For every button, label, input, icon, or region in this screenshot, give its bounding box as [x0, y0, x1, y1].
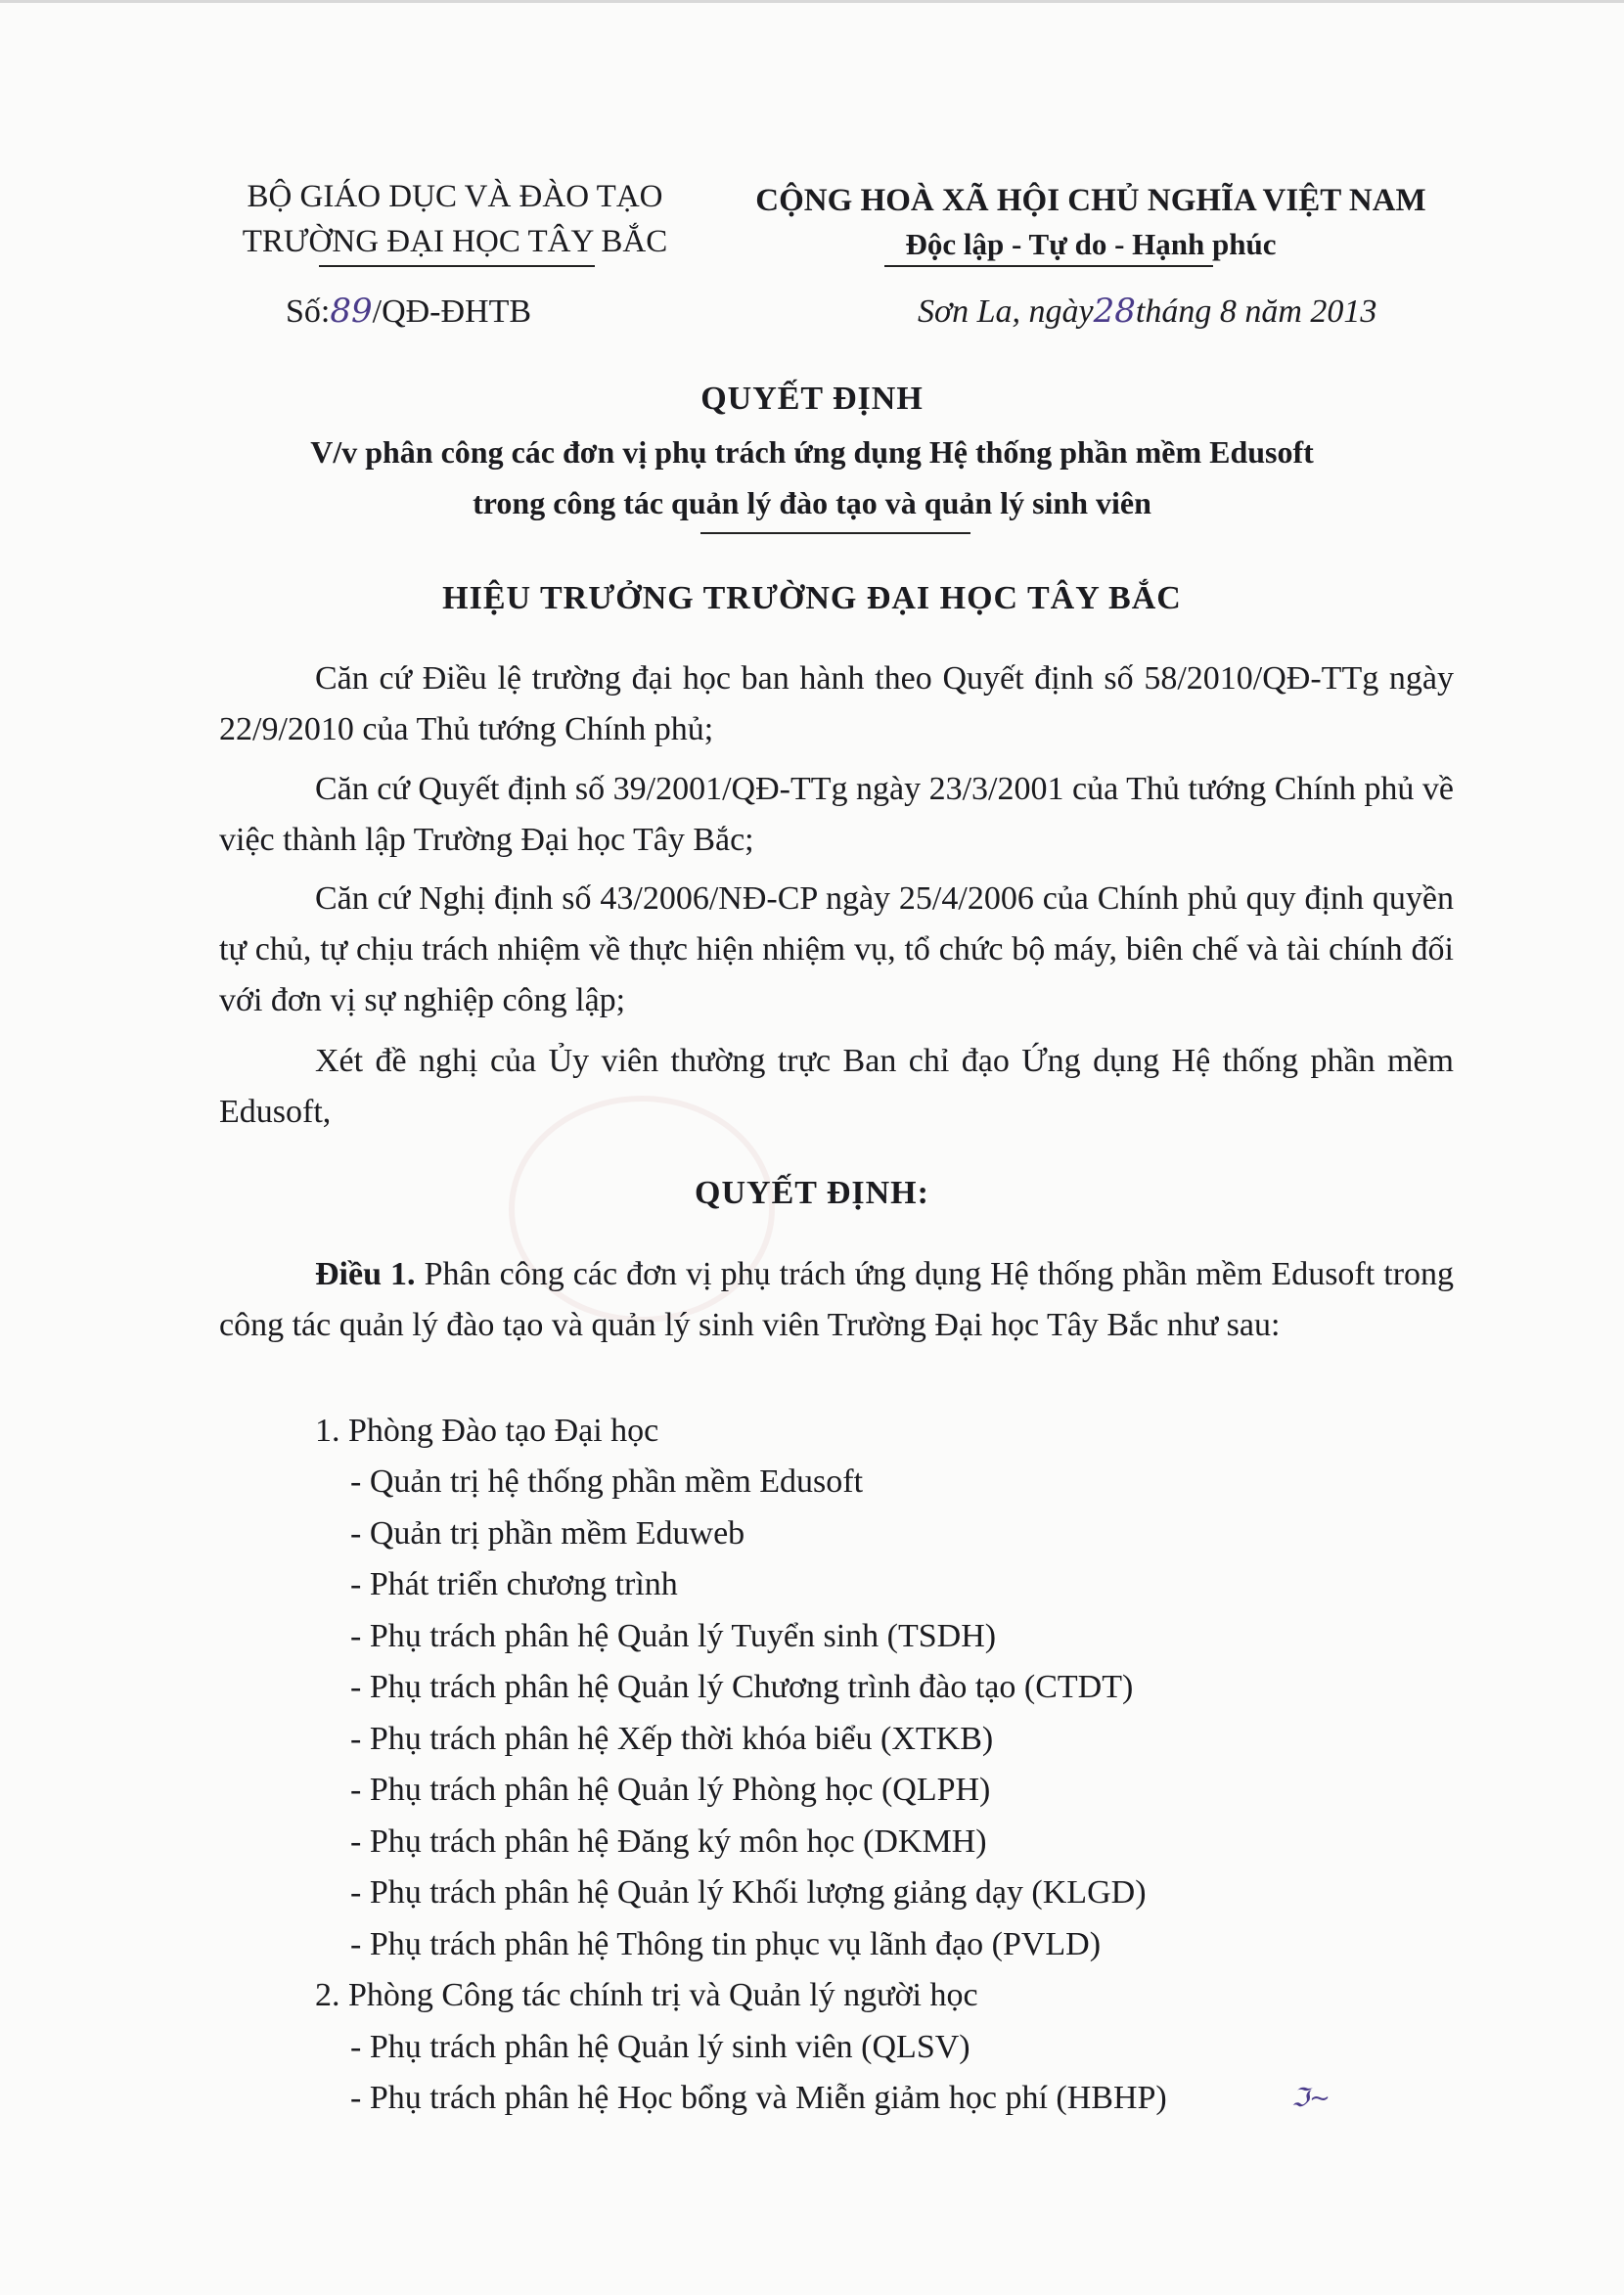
national-motto: Độc lập - Tự do - Hạnh phúc: [905, 227, 1277, 261]
article-1-text: Phân công các đơn vị phụ trách ứng dụng Hệ thống phần mềm Edusoft trong công tác quản lý đào tạo và quản lý sinh viên Trường Đại học Tây Bắc như sau:: [219, 1256, 1455, 1343]
document-title: QUYẾT ĐỊNH: [700, 381, 924, 417]
university-underline: [319, 265, 595, 267]
article-1: [219, 1249, 1454, 1351]
basis-4: Xét đề nghị của Ủy viên thường trực Ban chỉ đạo Ứng dụng Hệ thống phần mềm Edusoft,: [219, 1043, 1454, 1130]
handwritten-initials: ℑ~: [1291, 2084, 1331, 2113]
unit-1-item-5: - Phụ trách phân hệ Quản lý Chương trình đào tạo (CTDT): [350, 1669, 1134, 1705]
document-date: [918, 292, 1376, 331]
date-day-handwritten: 28: [1093, 292, 1136, 331]
country-name: CỘNG HOÀ XÃ HỘI CHỦ NGHĨA VIỆT NAM: [755, 183, 1426, 218]
subject-line-2: trong công tác quản lý đào tạo và quản lý sinh viên: [473, 485, 1151, 520]
unit-1-item-10: - Phụ trách phân hệ Thông tin phục vụ lãnh đạo (PVLD): [350, 1926, 1102, 1962]
motto-underline: [884, 265, 1213, 267]
number-prefix: Số:: [286, 293, 331, 330]
number-handwritten: 89: [330, 292, 373, 331]
basis-2: Căn cứ Quyết định số 39/2001/QĐ-TTg ngày 23/3/2001 của Thủ tướng Chính phủ về việc thành lập Trường Đại học Tây Bắc;: [219, 771, 1454, 858]
number-suffix: /QĐ-ĐHTB: [372, 293, 532, 330]
unit-1-item-6: - Phụ trách phân hệ Xếp thời khóa biểu (XTKB): [350, 1721, 994, 1757]
unit-1-item-1: - Quản trị hệ thống phần mềm Edusoft: [350, 1463, 864, 1500]
unit-1-item-9: - Phụ trách phân hệ Quản lý Khối lượng giảng dạy (KLGD): [350, 1874, 1147, 1911]
basis-3: Căn cứ Nghị định số 43/2006/NĐ-CP ngày 25/4/2006 của Chính phủ quy định quyền tự chủ, tự chịu trách nhiệm về thực hiện nhiệm vụ, tổ chức bộ máy, biên chế và tài chính đối với đơn vị sự nghiệp công lập;: [219, 880, 1454, 1018]
university-name: TRƯỜNG ĐẠI HỌC TÂY BẮC: [242, 224, 668, 259]
date-prefix: Sơn La, ngày: [918, 293, 1094, 330]
subject-line-1: V/v phân công các đơn vị phụ trách ứng dụng Hệ thống phần mềm Edusoft: [310, 434, 1314, 470]
unit-1-item-4: - Phụ trách phân hệ Quản lý Tuyển sinh (TSDH): [350, 1618, 997, 1654]
unit-2-item-2: - Phụ trách phân hệ Học bổng và Miễn giảm học phí (HBHP): [350, 2080, 1167, 2116]
ministry-name: BỘ GIÁO DỤC VÀ ĐÀO TẠO: [247, 179, 663, 214]
unit-1-item-2: - Quản trị phần mềm Eduweb: [350, 1515, 745, 1552]
issuing-authority: HIỆU TRƯỞNG TRƯỜNG ĐẠI HỌC TÂY BẮC: [442, 580, 1182, 616]
unit-1-item-3: - Phát triển chương trình: [350, 1566, 678, 1602]
unit-2-name: 2. Phòng Công tác chính trị và Quản lý người học: [315, 1977, 978, 2013]
basis-1: Căn cứ Điều lệ trường đại học ban hành theo Quyết định số 58/2010/QĐ-TTg ngày 22/9/2010 của Thủ tướng Chính phủ;: [219, 660, 1454, 747]
decision-heading: QUYẾT ĐỊNH:: [695, 1175, 929, 1211]
unit-2-item-1: - Phụ trách phân hệ Quản lý sinh viên (QLSV): [350, 2029, 970, 2065]
subject-underline: [700, 532, 970, 534]
document-number: [286, 292, 531, 331]
unit-1-name: 1. Phòng Đào tạo Đại học: [315, 1413, 659, 1449]
unit-1-item-8: - Phụ trách phân hệ Đăng ký môn học (DKMH): [350, 1823, 987, 1860]
unit-1-item-7: - Phụ trách phân hệ Quản lý Phòng học (QLPH): [350, 1772, 991, 1808]
article-1-label: Điều 1.: [315, 1256, 416, 1292]
date-suffix: tháng 8 năm 2013: [1135, 293, 1377, 330]
